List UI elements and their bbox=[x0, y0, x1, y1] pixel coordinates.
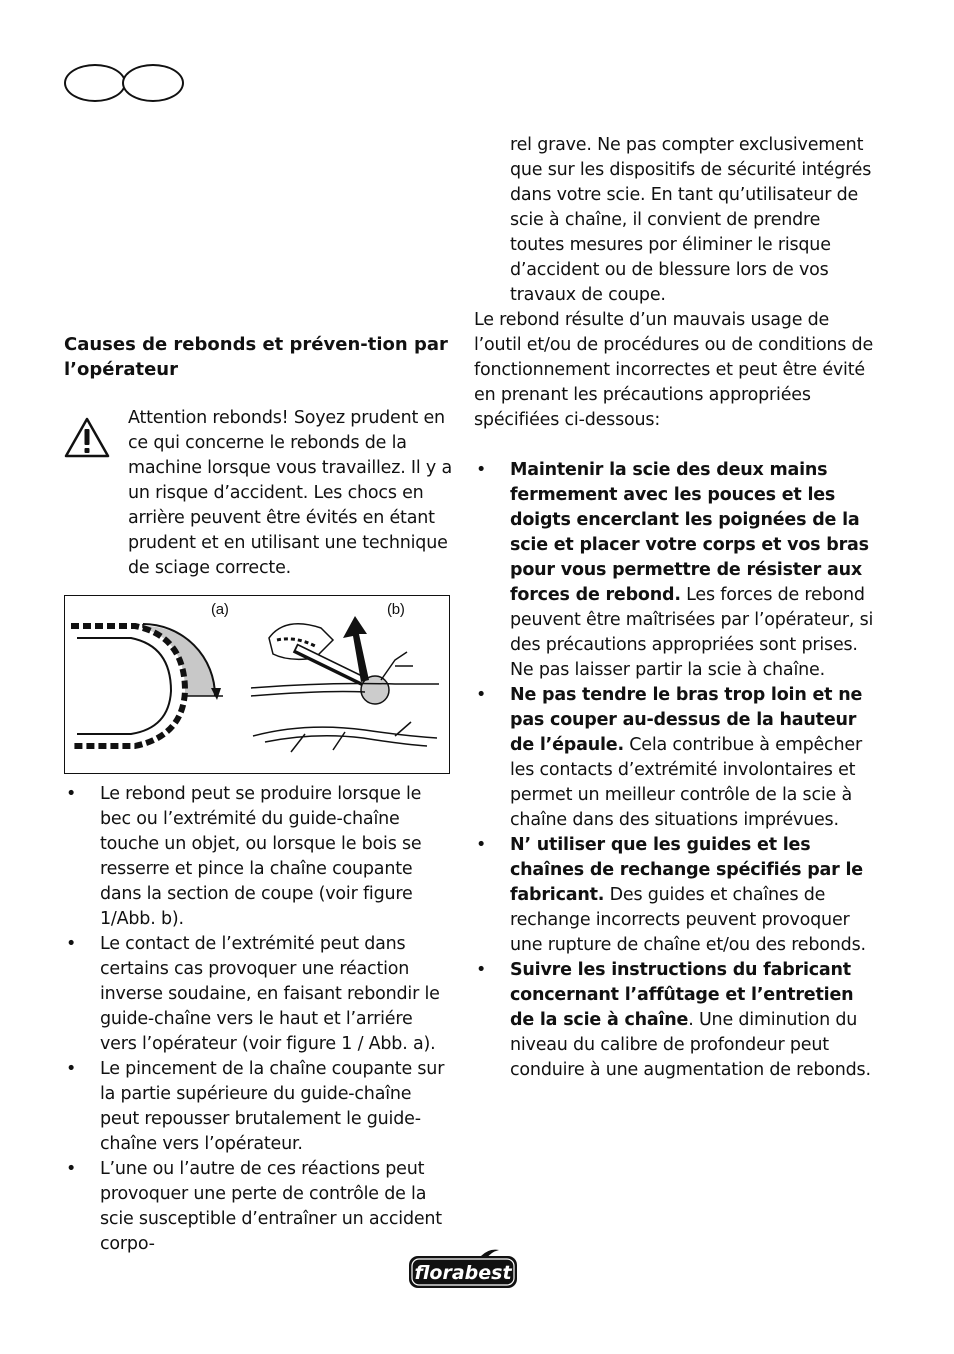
kickback-figure bbox=[64, 595, 450, 774]
logo-text: florabest bbox=[414, 1262, 512, 1284]
list-item bbox=[474, 683, 874, 833]
right-bullet-list bbox=[474, 458, 874, 1083]
warning-text: Attention rebonds! Soyez prudent en ce qui concerne le rebonds de la machine lorsque vous travaillez. Il y a un risque d’accident. Les chocs en arrière peuvent être évités en étant prudent et en utilisant une technique de sciage correcte. bbox=[128, 408, 452, 578]
bullet-dot: • bbox=[475, 960, 487, 980]
language-badge bbox=[64, 64, 186, 100]
bullet-dot: • bbox=[475, 460, 487, 480]
figure-label-b: (b) bbox=[387, 601, 405, 618]
bullet-dot: • bbox=[65, 1159, 77, 1179]
bullet-dot: • bbox=[65, 934, 77, 954]
left-column bbox=[64, 332, 454, 1257]
list-item bbox=[64, 782, 454, 932]
list-item-bold: Maintenir la scie des deux mains fermement avec les pouces et les doigts encerclant les poignées de la scie et placer votre corps et vos bras pour vous permettre de résister aux forces de rebond. bbox=[510, 460, 869, 605]
list-item-bold: N’ utiliser que les guides et les chaînes de rechange spécifiés par le fabricant. bbox=[510, 835, 863, 905]
section-heading: Causes de rebonds et préven-tion par l’opérateur bbox=[64, 334, 448, 380]
intro-paragraph: Le rebond résulte d’un mauvais usage de l’outil et/ou de procédures ou de conditions de fonctionnement incorrectes et peut être évité en prenant les précautions appropriées spécifiées ci-dessous: bbox=[474, 310, 874, 430]
language-badge-right-oval bbox=[122, 64, 184, 102]
list-item-text: Le rebond peut se produire lorsque le bec ou l’extrémité du guide-chaîne touche un objet, ou lorsque le bois se resserre et pince la chaîne coupante dans la section de coupe (voir figure 1/Abb. b). bbox=[100, 784, 422, 929]
list-item-text: Le contact de l’extrémité peut dans certains cas provoquer une réaction inverse soudaine, en faisant rebondir le guide-chaîne vers le haut et l’arriére vers l’opérateur (voir figure 1 / Abb. a). bbox=[100, 934, 440, 1054]
bullet-dot: • bbox=[475, 685, 487, 705]
list-item bbox=[474, 958, 874, 1083]
list-item-text: Des guides et chaînes de rechange incorrects peuvent provoquer une rupture de chaîne et/ou des rebonds. bbox=[510, 885, 866, 955]
list-item-bold: Suivre les instructions du fabricant concernant l’affûtage et l’entretien de la scie à chaîne bbox=[510, 960, 854, 1030]
continuation-paragraph: rel grave. Ne pas compter exclusivement que sur les dispositifs de sécurité intégrés dans votre scie. En tant qu’utilisateur de scie à chaîne, il convient de prendre toutes mesures por éliminer le risque d’accident ou de blessure lors de vos travaux de coupe. bbox=[510, 135, 872, 305]
figure-label-a: (a) bbox=[211, 601, 229, 618]
florabest-logo bbox=[407, 1246, 519, 1290]
list-item bbox=[64, 1057, 454, 1157]
list-item-text: . Une diminution du niveau du calibre de profondeur peut conduire à une augmentation de rebonds. bbox=[510, 1010, 871, 1080]
list-item-text: Cela contribue à empêcher les contacts d’extrémité involontaires et permet un meilleur contrôle de la scie à chaîne dans des situations imprévues. bbox=[510, 735, 862, 830]
bullet-dot: • bbox=[65, 1059, 77, 1079]
bullet-dot: • bbox=[65, 784, 77, 804]
list-item-text: Les forces de rebond peuvent être maîtrisées par l’opérateur, si des précautions appropriées sont prises. Ne pas laisser partir la scie à chaîne. bbox=[510, 585, 874, 680]
warning-block bbox=[64, 406, 454, 581]
left-bullet-list bbox=[64, 782, 454, 1257]
list-item bbox=[474, 458, 874, 683]
list-item-text: L’une ou l’autre de ces réactions peut provoquer une perte de contrôle de la scie susceptible d’entraîner un accident corpo- bbox=[100, 1159, 442, 1254]
language-badge-left-oval bbox=[64, 64, 126, 102]
list-item bbox=[64, 1157, 454, 1257]
list-item bbox=[474, 833, 874, 958]
right-column bbox=[474, 133, 874, 1083]
list-item-bold: Ne pas tendre le bras trop loin et ne pas couper au-dessus de la hauteur de l’épaule. bbox=[510, 685, 863, 755]
bullet-dot: • bbox=[475, 835, 487, 855]
warning-triangle-icon bbox=[64, 406, 114, 466]
list-item bbox=[64, 932, 454, 1057]
list-item-text: Le pincement de la chaîne coupante sur la partie supérieure du guide-chaîne peut repousser brutalement le guide-chaîne vers l’opérateur. bbox=[100, 1059, 445, 1154]
